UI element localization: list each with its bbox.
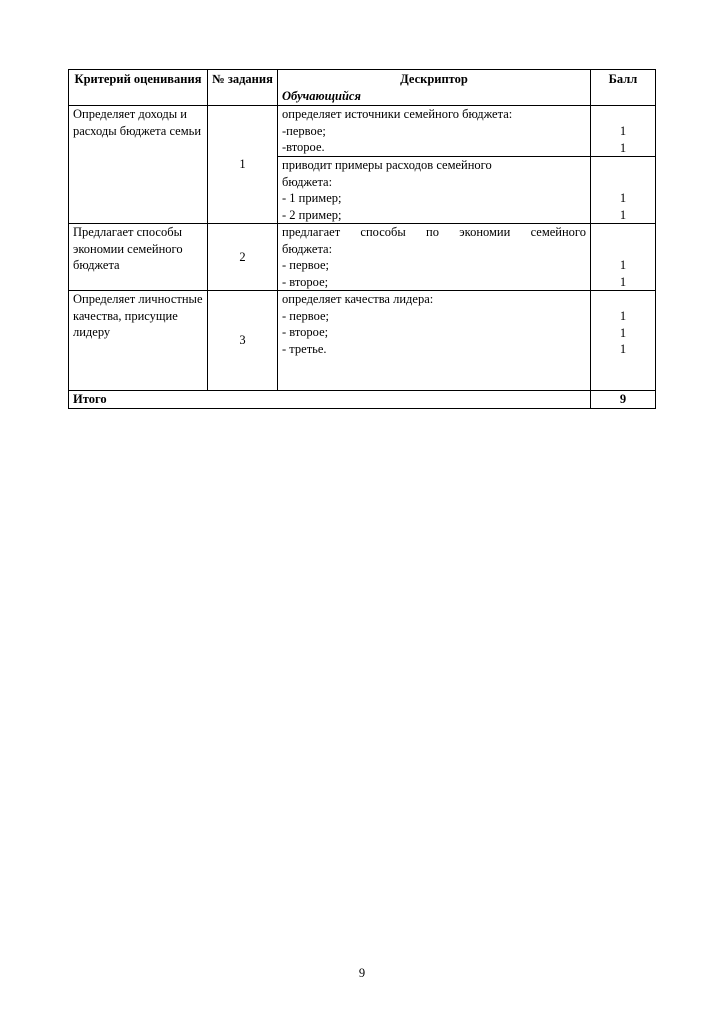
score-value: 1 <box>619 207 627 222</box>
score-cell <box>591 224 656 291</box>
assessment-rubric-table <box>68 69 656 409</box>
descriptor-cell <box>278 224 591 291</box>
descriptor-line: -первое; <box>282 123 326 138</box>
header-descriptor <box>278 70 591 106</box>
task-number-cell: 2 <box>208 224 278 291</box>
descriptor-line: - второе; <box>282 325 329 339</box>
table-row <box>69 224 656 291</box>
descriptor-cell <box>278 106 591 157</box>
score-cell <box>591 291 656 391</box>
descriptor-line: - третье. <box>282 341 327 356</box>
score-cell <box>591 157 656 224</box>
descriptor-line: определяет качества лидера: <box>282 292 434 306</box>
score-value: 1 <box>619 191 627 205</box>
task-number-cell: 1 <box>208 106 278 224</box>
total-row <box>69 391 656 409</box>
task-number-cell: 3 <box>208 291 278 391</box>
criterion-cell: Предлагает способы экономии семейного бюджета <box>69 224 208 291</box>
page-number: 9 <box>358 966 366 980</box>
header-score: Балл <box>591 70 656 106</box>
header-descriptor-title: Дескриптор <box>400 72 468 86</box>
header-criterion: Критерий оценивания <box>69 70 208 106</box>
header-descriptor-subtitle: Обучающийся <box>282 88 361 103</box>
descriptor-line: предлагает способы по экономии семейного <box>282 225 586 239</box>
score-value: 1 <box>619 124 627 138</box>
total-score: 9 <box>591 391 656 409</box>
descriptor-line: определяет источники семейного бюджета: <box>282 107 513 121</box>
descriptor-line: - 2 пример; <box>282 207 342 222</box>
descriptor-cell <box>278 157 591 224</box>
score-value: 1 <box>619 258 627 272</box>
score-value: 1 <box>619 325 627 340</box>
score-cell <box>591 106 656 157</box>
table-row <box>69 291 656 391</box>
table-row <box>69 106 656 157</box>
criterion-cell: Определяет личностные качества, присущие лидеру <box>69 291 208 391</box>
descriptor-line: -второе. <box>282 140 325 154</box>
score-value: 1 <box>619 309 627 323</box>
score-value: 1 <box>619 274 627 289</box>
descriptor-line: бюджета: <box>282 174 333 189</box>
total-label: Итого <box>69 391 591 409</box>
score-value: 1 <box>619 140 627 155</box>
descriptor-line: - первое; <box>282 308 330 323</box>
descriptor-line: бюджета: <box>282 241 333 256</box>
descriptor-line: - первое; <box>282 258 330 272</box>
descriptor-cell <box>278 291 591 391</box>
score-value: 1 <box>619 342 627 356</box>
criterion-cell: Определяет доходы и расходы бюджета семьи <box>69 106 208 224</box>
table-header-row <box>69 70 656 106</box>
descriptor-line: приводит примеры расходов семейного <box>282 158 492 172</box>
descriptor-line: - второе; <box>282 274 329 289</box>
descriptor-line: - 1 пример; <box>282 191 342 205</box>
header-task-number: № задания <box>208 70 278 106</box>
